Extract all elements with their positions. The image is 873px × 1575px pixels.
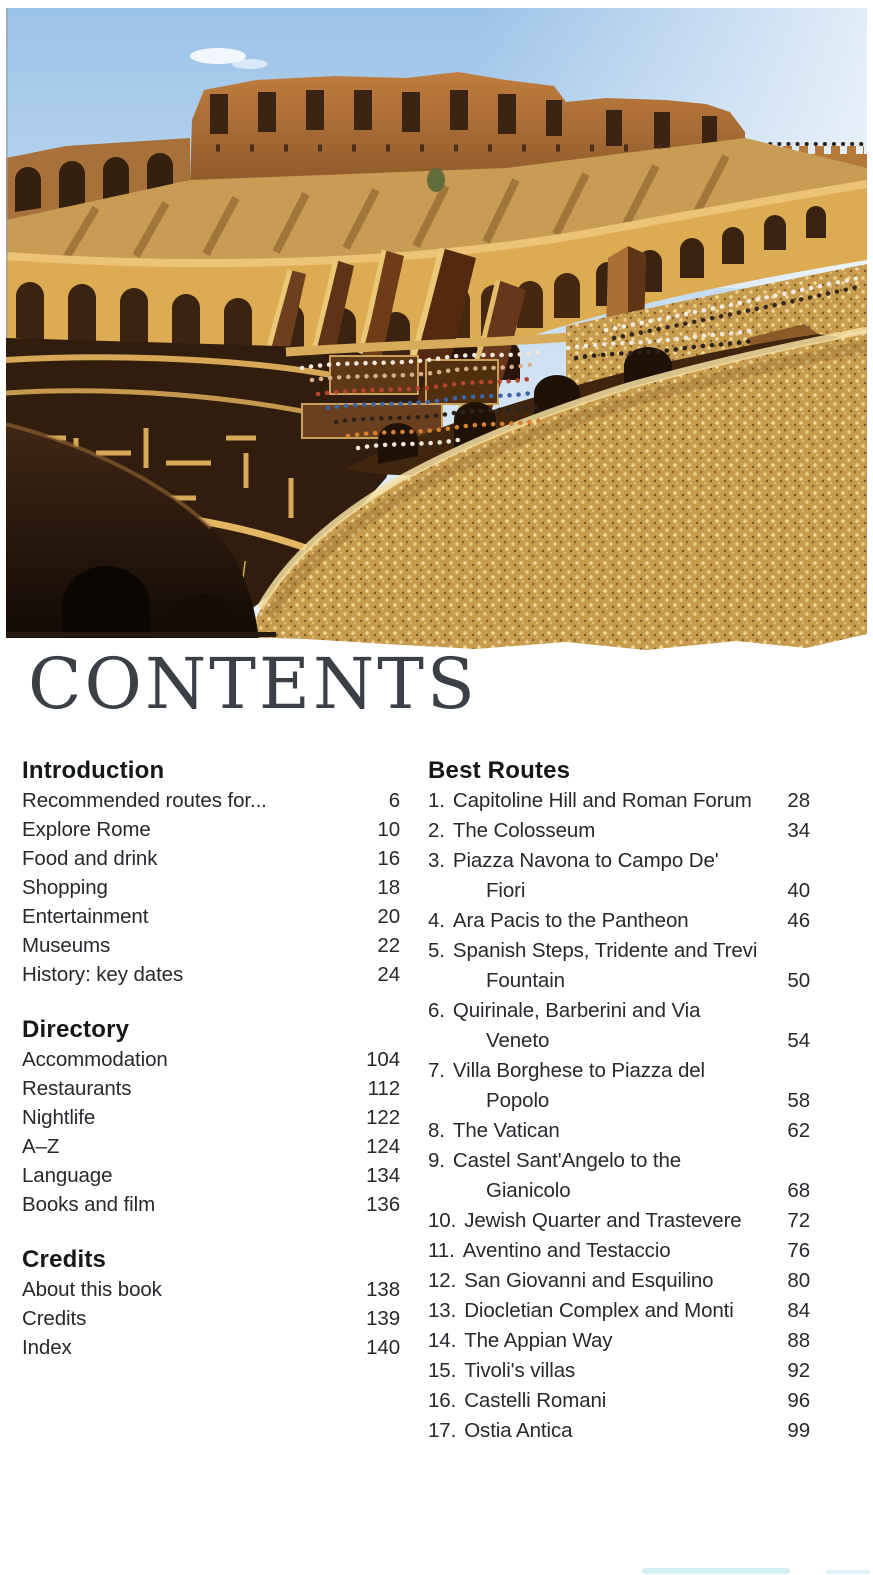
entry-label: Explore Rome [22,818,151,841]
colosseum-photo [6,8,867,652]
section-heading: Credits [22,1246,107,1273]
entry-label: Ara Pacis to the Pantheon [452,909,689,932]
toc-entry [428,1116,810,1146]
page-number: 68 [787,1179,810,1202]
toc-entry [22,1045,400,1074]
entry-label: Fountain [486,969,565,992]
toc-entry [428,1356,810,1386]
toc-entry [428,1326,810,1356]
section-heading: Directory [22,1016,130,1043]
toc-entry [22,844,400,873]
entry-label: Popolo [486,1089,550,1112]
toc-entry [428,1386,810,1416]
entry-label: About this book [22,1278,162,1301]
entry-label: Entertainment [22,905,149,928]
page-number: 46 [787,909,810,932]
page-number: 122 [366,1106,400,1129]
page-number: 76 [787,1239,810,1262]
page-edge-mark [642,1568,790,1574]
page-number: 20 [377,905,400,928]
page-number: 140 [366,1336,400,1359]
toc-entry [428,936,810,966]
entry-label: Castelli Romani [464,1389,607,1412]
page-number: 22 [377,934,400,957]
route-number: 16. [428,1389,457,1412]
entry-label: A–Z [22,1135,60,1158]
toc-entry [428,1086,810,1116]
toc-entry [428,846,810,876]
page-number: 72 [787,1209,810,1232]
page-number: 40 [787,879,810,902]
entry-label: Restaurants [22,1077,132,1100]
page-number: 16 [377,847,400,870]
page-number: 84 [787,1299,810,1322]
toc-entry [22,873,400,902]
route-number: 11. [428,1239,455,1262]
toc-entry [22,1161,400,1190]
page-number: 138 [366,1278,400,1301]
entry-label: San Giovanni and Esquilino [464,1269,714,1292]
route-number: 12. [428,1269,457,1292]
route-number: 5. [428,939,445,962]
entry-label: Jewish Quarter and Trastevere [464,1209,742,1232]
toc-entry [22,960,400,989]
toc-entry [428,1296,810,1326]
entry-label: Piazza Navona to Campo De' [452,849,719,872]
page-number: 50 [787,969,810,992]
toc-entry [428,966,810,996]
route-number: 6. [428,999,445,1022]
page-number: 54 [787,1029,810,1052]
entry-label: Recommended routes for... [22,789,267,812]
toc-entry [22,1190,400,1219]
entry-label: Shopping [22,876,108,899]
entry-label: Museums [22,934,111,957]
route-number: 9. [428,1149,445,1172]
toc-entry [428,1056,810,1086]
toc-entry [22,815,400,844]
entry-label: Books and film [22,1193,156,1216]
toc-entry [428,1266,810,1296]
route-number: 13. [428,1299,457,1322]
page-number: 104 [366,1048,400,1071]
entry-label: History: key dates [22,963,184,986]
entry-label: The Vatican [452,1119,560,1142]
entry-label: Castel Sant'Angelo to the [452,1149,682,1172]
page-number: 134 [366,1164,400,1187]
toc-entry [22,1275,400,1304]
entry-label: Spanish Steps, Tridente and Trevi [452,939,758,962]
route-number: 15. [428,1359,457,1382]
toc-right-column [428,756,810,1446]
entry-label: Gianicolo [486,1179,571,1202]
page-number: 92 [787,1359,810,1382]
toc-entry [22,1074,400,1103]
route-number: 4. [428,909,445,932]
page-edge-mark [826,1570,870,1574]
entry-label: Veneto [486,1029,550,1052]
toc-entry [428,1236,810,1266]
toc-entry [428,786,810,816]
entry-label: Language [22,1164,113,1187]
entry-label: Food and drink [22,847,158,870]
page-number: 58 [787,1089,810,1112]
route-number: 7. [428,1059,445,1082]
toc-entry [22,1103,400,1132]
route-number: 17. [428,1419,457,1442]
route-number: 1. [428,789,445,812]
page-number: 80 [787,1269,810,1292]
page-number: 6 [388,789,400,812]
page-number: 34 [787,819,810,842]
toc-entry [428,876,810,906]
entry-label: Index [22,1336,72,1359]
page-number: 96 [787,1389,810,1412]
page-number: 112 [367,1077,400,1100]
page-title: CONTENTS [28,643,478,725]
route-number: 3. [428,849,445,872]
page-number: 136 [366,1193,400,1216]
route-number: 8. [428,1119,445,1142]
page-number: 88 [787,1329,810,1352]
toc-entry [428,1416,810,1446]
toc-entry [22,902,400,931]
toc-entry [22,1304,400,1333]
page-number: 62 [787,1119,810,1142]
toc-entry [22,1132,400,1161]
page-number: 139 [366,1307,400,1330]
entry-label: Fiori [486,879,526,902]
toc-left-column [22,756,400,1362]
toc-entry [428,1176,810,1206]
route-number: 14. [428,1329,457,1352]
page-number: 124 [366,1135,400,1158]
toc-entry [22,931,400,960]
toc-entry [22,786,400,815]
entry-label: The Colosseum [452,819,596,842]
page-number: 28 [787,789,810,812]
route-number: 10. [428,1209,457,1232]
entry-label: Quirinale, Barberini and Via [452,999,701,1022]
entry-label: Credits [22,1307,87,1330]
entry-label: The Appian Way [464,1329,613,1352]
entry-label: Ostia Antica [464,1419,573,1442]
toc-entry [428,1146,810,1176]
entry-label: Tivoli's villas [464,1359,576,1382]
route-number: 2. [428,819,445,842]
page-number: 18 [377,876,400,899]
toc-entry [22,1333,400,1362]
entry-label: Capitoline Hill and Roman Forum [452,789,752,812]
section-heading: Best Routes [428,757,571,784]
page-number: 24 [377,963,400,986]
entry-label: Accommodation [22,1048,168,1071]
entry-label: Nightlife [22,1106,96,1129]
toc-entry [428,996,810,1026]
toc-entry [428,1026,810,1056]
entry-label: Aventino and Testaccio [462,1239,671,1262]
section-heading: Introduction [22,757,165,784]
toc-entry [428,1206,810,1236]
toc-entry [428,816,810,846]
entry-label: Diocletian Complex and Monti [464,1299,734,1322]
entry-label: Villa Borghese to Piazza del [452,1059,705,1082]
toc-entry [428,906,810,936]
page-number: 99 [787,1419,810,1442]
page-number: 10 [377,818,400,841]
